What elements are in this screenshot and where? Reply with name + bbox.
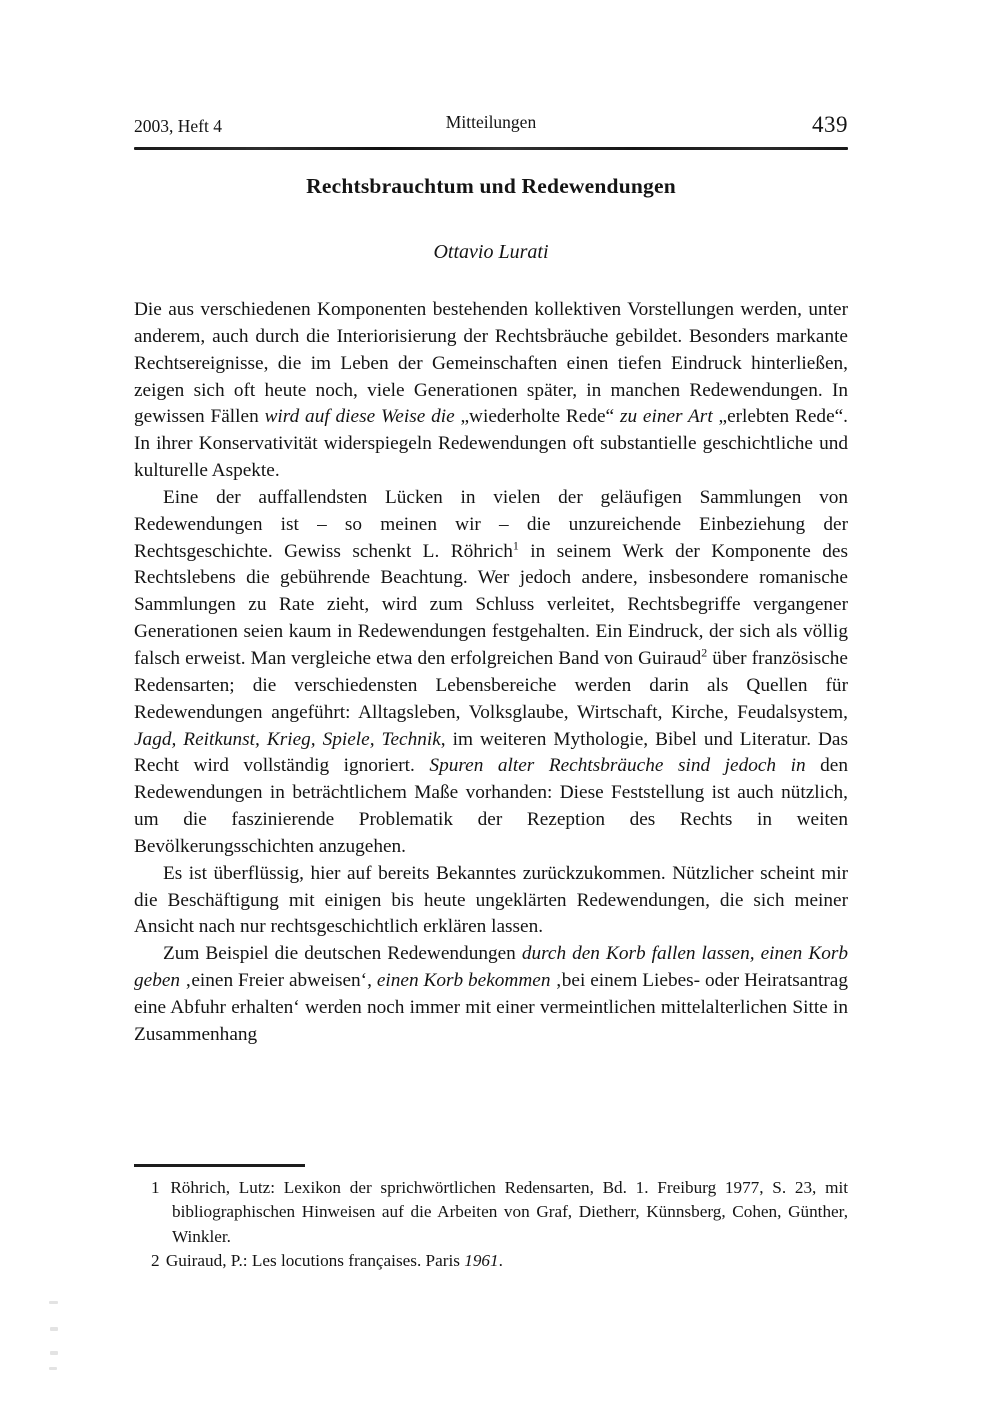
body-paragraph — [134, 485, 848, 861]
header-journal-name: Mitteilungen — [445, 112, 537, 132]
text-run: „erlebten Rede“. In ihrer Konservativität widerspiegeln Redewendungen oft substantielle geschichtliche und kulturelle Aspekte. — [134, 406, 848, 482]
text-run: durch den Korb fallen lassen, einen Korb geben — [134, 943, 848, 992]
text-run: . — [498, 1250, 503, 1270]
footnote-reference: 2 — [701, 645, 708, 660]
text-run: in seinem Werk der Komponente des Rechtslebens die gebührende Beachtung. Wer jedoch andere, insbesondere romanische Sammlungen zu Rate zieht, wird zum Schluss verleitet, Rechtsbegriffe vergangener Generationen seien kaum in Redewendungen festgehalten. Ein Eindruck, der sich als völlig falsch erweist. Man vergleiche etwa den erfolgreichen Band von Guiraud — [134, 540, 848, 669]
text-run: Die aus verschiedenen Komponenten bestehenden kollektiven Vorstellungen werden, unter anderem, auch durch die Interiorisierung der Rechtsbräuche gebildet. Besonders markante Rechtsereignisse, die im Leben der Gemeinschaften einen tiefen Eindruck hinterließen, zeigen sich oft heute noch, viele Generationen später, in manchen Redewendungen. In gewissen Fällen — [134, 299, 848, 428]
text-run: ‚bei einem Liebes- oder Heiratsantrag eine Abfuhr erhalten‘ werden noch immer mit einer vermeintlichen mittelalterlichen Sitte in Zusammenhang — [134, 970, 848, 1045]
body-paragraph — [134, 297, 848, 485]
footnote-number: 2 — [151, 1250, 164, 1270]
text-run: , im weiteren Mythologie, Bibel und Literatur. Das Recht wird vollständig ignoriert. — [134, 728, 848, 777]
text-run: Jagd, Reitkunst, Krieg, Spiele, Technik — [134, 728, 441, 750]
text-run: wird auf diese Weise die — [264, 406, 461, 428]
text-run: Zum Beispiel die deutschen Redewendungen — [163, 943, 522, 965]
scan-artifact — [50, 1351, 58, 1355]
text-run: Es ist überflüssig, hier auf bereits Bekanntes zurückzukommen. Nützlicher scheint mir die Beschäftigung mit einigen bis heute ungeklärten Redewendungen, die sich meiner Ansicht nach nur rechtsgeschichtlich erklären lassen. — [134, 862, 848, 938]
footnotes-section — [134, 1176, 848, 1273]
article-author: Ottavio Lurati — [433, 241, 549, 263]
header-page-number: 439 — [812, 112, 848, 137]
footnote — [134, 1176, 848, 1249]
scan-artifact — [50, 1327, 58, 1331]
text-run: Eine der auffallendsten Lücken in vielen der geläufigen Sammlungen von Redewendungen ist – so meinen wir – die unzureichende Einbeziehung der Rechtsgeschichte. Gewiss schenkt L. Röhrich — [134, 486, 848, 562]
text-run: Guiraud, P.: Les locutions françaises. Paris — [165, 1250, 465, 1270]
text-run: ‚einen Freier abweisen‘, — [184, 970, 377, 992]
header-rule — [134, 147, 848, 150]
scan-artifact — [49, 1301, 58, 1304]
text-run: „wiederholte Rede“ — [460, 406, 620, 428]
header-issue-label: 2003, Heft 4 — [134, 116, 222, 136]
footnote-separator-rule — [134, 1164, 305, 1167]
text-run: den Redewendungen in beträchtlichem Maße vorhanden: Diese Feststellung ist auch nützlich, um die faszinierende Problematik der Rezeption des Rechts in weiten Bevölkerungsschichten anzugehen. — [134, 755, 848, 857]
footnote-number: 1 — [151, 1178, 169, 1197]
footnote — [134, 1249, 848, 1273]
text-run: einen Korb bekommen — [376, 970, 556, 992]
text-run: Röhrich, Lutz: Lexikon der sprichwörtlichen Redensarten, Bd. 1. Freiburg 1977, S. 23, mit bibliographischen Hinweisen auf die Arbeiten von Graf, Dietherr, Künnsberg, Cohen, Günther, Winkler. — [170, 1178, 848, 1246]
article-title: Rechtsbrauchtum und Redewendungen — [306, 174, 676, 198]
text-run: über französische Redensarten; die verschiedensten Lebensbereiche werden darin als Quellen für Redewendungen angeführt: Alltagsleben, Volksglaube, Wirtschaft, Kirche, Feudalsystem, — [134, 647, 848, 723]
page-header — [134, 112, 848, 138]
scan-artifact — [49, 1367, 57, 1370]
footnote-reference: 1 — [512, 538, 519, 553]
body-paragraph — [134, 861, 848, 942]
body-paragraph — [134, 941, 848, 1048]
text-run: zu einer Art — [619, 406, 719, 428]
article-body — [134, 297, 848, 1049]
text-run: Spuren alter Rechtsbräuche sind jedoch in — [429, 755, 806, 777]
text-run: 1961 — [464, 1250, 499, 1270]
